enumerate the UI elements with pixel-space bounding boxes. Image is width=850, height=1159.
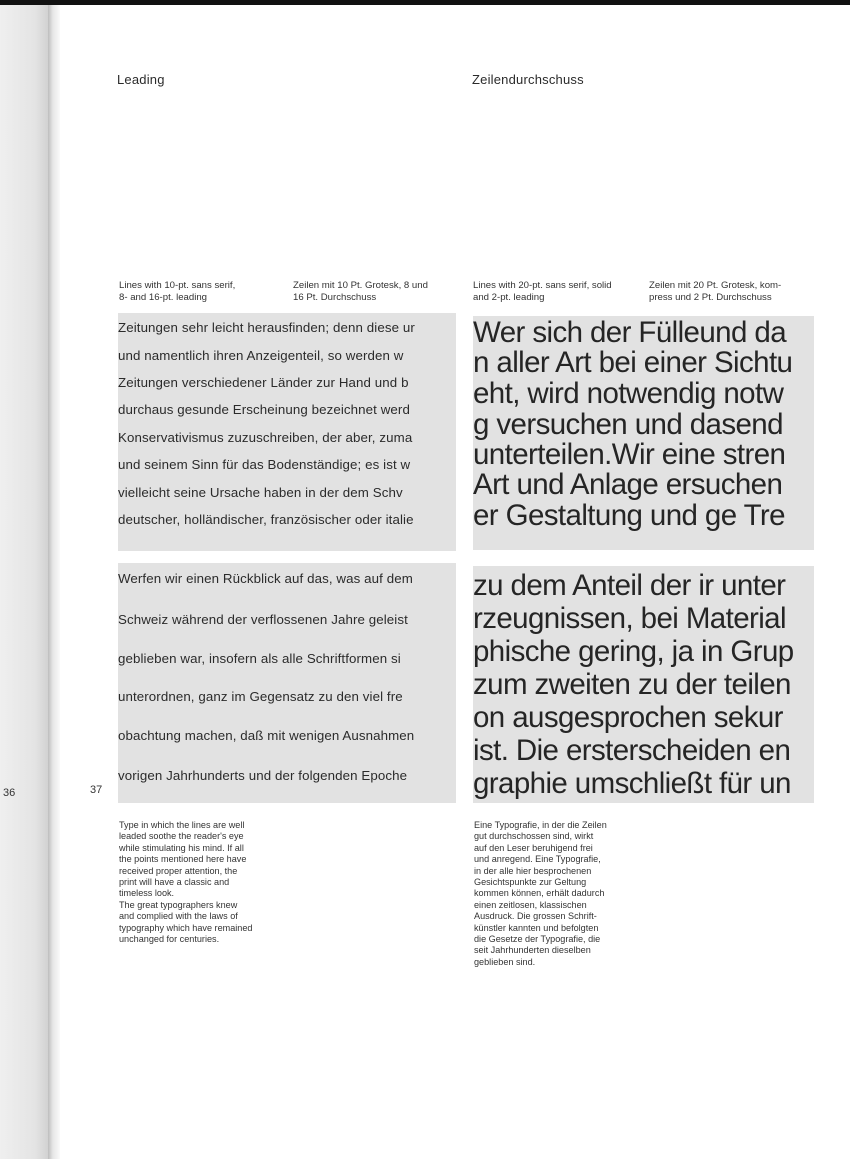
caption-line: press und 2 Pt. Durchschuss [649, 291, 772, 303]
sample-line: Werfen wir einen Rückblick auf das, was auf dem [118, 571, 413, 586]
note-line: und anregend. Eine Typografie, [474, 854, 601, 865]
book-gutter [48, 5, 60, 1159]
note-line: and complied with the laws of [119, 911, 238, 922]
sample-line: Zeitungen sehr leicht herausfinden; denn diese ur [118, 320, 415, 335]
sample-line: zu dem Anteil der ir unter [473, 569, 786, 602]
left-page-edge [0, 5, 50, 1159]
sample-small-loose-leading [118, 563, 456, 803]
sample-line: Zeitungen verschiedener Länder zur Hand und b [118, 375, 409, 390]
note-line: typography which have remained [119, 922, 253, 933]
sample-big-solid [473, 316, 814, 550]
caption-line: 16 Pt. Durchschuss [293, 291, 377, 303]
sample-line: durchaus gesunde Erscheinung bezeichnet werd [118, 402, 410, 417]
sample-line: Art und Anlage ersuchen [473, 468, 783, 501]
note-line: in der alle hier besprochenen [474, 865, 592, 876]
note-line: gut durchschossen sind, wirkt [474, 831, 594, 842]
caption-line: Zeilen mit 20 Pt. Grotesk, kom- [649, 280, 782, 291]
sample-line: und seinem Sinn für das Bodenständige; es ist w [118, 457, 411, 472]
caption-line: Zeilen mit 10 Pt. Grotesk, 8 und [293, 280, 428, 291]
caption-line: and 2-pt. leading [473, 291, 545, 303]
sample-line: n aller Art bei einer Sichtu [473, 346, 793, 379]
note-line: geblieben sind. [474, 956, 536, 967]
note-line: timeless look. [119, 888, 175, 899]
sample-line: deutscher, holländischer, französischer oder italie [118, 512, 414, 527]
sample-line: graphie umschließt für un [473, 767, 791, 800]
sample-line: zum zweiten zu der teilen [473, 668, 791, 701]
page-number-left: 36 [3, 787, 16, 799]
scan-top-edge [0, 0, 850, 5]
note-line: einen zeitlosen, klassischen [474, 899, 587, 910]
note-german [474, 820, 607, 968]
note-line: künstler kannten und befolgten [474, 922, 599, 933]
sample-line: eht, wird notwendig notw [473, 377, 784, 410]
caption-de-leading [293, 280, 428, 303]
note-line: die Gesetze der Typografie, die [474, 934, 601, 945]
note-english [119, 820, 252, 945]
note-line: print will have a classic and [119, 877, 230, 888]
note-line: while stimulating his mind. If all [119, 842, 244, 853]
caption-line: 8- and 16-pt. leading [119, 291, 208, 303]
note-line: unchanged for centuries. [119, 934, 220, 945]
caption-de-solid [649, 280, 781, 303]
note-line: seit Jahrhunderten dieselben [474, 945, 591, 956]
sample-line: vielleicht seine Ursache haben in der dem Schv [118, 485, 403, 500]
sample-line: und namentlich ihren Anzeigenteil, so werden w [118, 348, 404, 363]
sample-line: ist. Die ersterscheiden en [473, 734, 791, 767]
caption-line: Lines with 10-pt. sans serif, [119, 280, 236, 291]
note-line: kommen können, erhält dadurch [474, 888, 605, 899]
sample-line: vorigen Jahrhunderts und der folgenden Epoche [118, 768, 408, 783]
sample-line: Konservativismus zuzuschreiben, der aber, zuma [118, 430, 413, 445]
sample-line: geblieben war, insofern als alle Schriftformen si [118, 651, 401, 666]
sample-line: Schweiz während der verflossenen Jahre geleist [118, 612, 408, 627]
sample-big-leaded [473, 566, 814, 803]
note-line: The great typographers knew [119, 899, 238, 910]
sample-line: obachtung machen, daß mit wenigen Ausnahmen [118, 728, 415, 743]
note-line: the points mentioned here have [119, 854, 247, 865]
note-line: Type in which the lines are well [119, 820, 245, 830]
sample-line: Wer sich der Fülleund da [473, 316, 786, 349]
heading-leading: Leading [117, 72, 165, 87]
sample-line: unterordnen, ganz im Gegensatz zu den viel fre [118, 689, 403, 704]
sample-line: er Gestaltung und ge Tre [473, 499, 785, 532]
sample-small-tight-leading [118, 313, 456, 551]
sample-line: on ausgesprochen sekur [473, 701, 783, 734]
sample-line: rzeugnissen, bei Material [473, 602, 786, 635]
note-line: Ausdruck. Die grossen Schrift- [474, 911, 597, 922]
note-line: Eine Typografie, in der die Zeilen [474, 820, 607, 830]
caption-line: Lines with 20-pt. sans serif, solid [473, 280, 612, 291]
note-line: leaded soothe the reader's eye [119, 831, 244, 842]
heading-zeilendurchschuss: Zeilendurchschuss [472, 72, 584, 87]
note-line: auf den Leser beruhigend frei [474, 842, 593, 853]
page-number-right: 37 [90, 784, 103, 796]
note-line: received proper attention, the [119, 865, 238, 876]
note-line: Gesichtspunkte zur Geltung [474, 877, 587, 888]
sample-line: unterteilen.Wir eine stren [473, 438, 786, 471]
caption-en-solid [473, 280, 612, 303]
sample-line: phische gering, ja in Grup [473, 635, 794, 668]
sample-line: g versuchen und dasend [473, 408, 783, 441]
caption-en-leading [119, 280, 235, 303]
